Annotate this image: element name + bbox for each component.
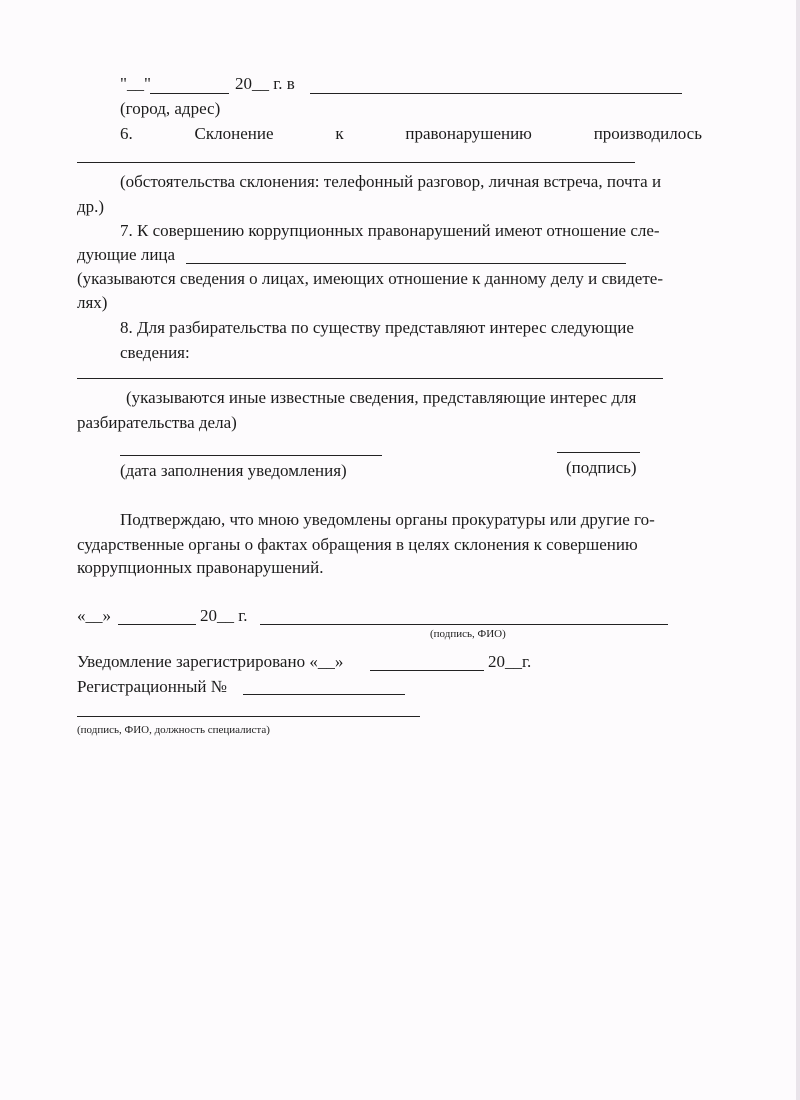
registered-month-blank: [370, 670, 484, 671]
specialist-caption: (подпись, ФИО, должность специалиста): [77, 724, 270, 736]
fill-date-blank: [120, 455, 382, 456]
month-blank: [150, 93, 229, 94]
item-6-number: 6.: [120, 124, 133, 143]
item-6-word-2: к: [335, 124, 344, 143]
item-8-caption-line-1: (указываются иные известные сведения, представляющие интерес для: [126, 388, 637, 407]
item-7-line-2: дующие лица: [77, 245, 176, 264]
city-address-caption: (город, адрес): [120, 99, 221, 118]
signature-caption: (подпись): [566, 458, 637, 477]
registered-year-label: 20__г.: [488, 652, 532, 671]
item-8-blank: [77, 378, 663, 379]
confirmation-line-1: Подтверждаю, что мною уведомлены органы прокуратуры или другие го-: [120, 510, 655, 529]
item-6-word-3: правонарушению: [405, 124, 532, 143]
item-8-line-1: 8. Для разбирательства по существу представляют интерес следующие: [120, 318, 634, 337]
date-prefix: "__": [120, 74, 151, 93]
registered-label: Уведомление зарегистрировано «__»: [77, 652, 344, 671]
confirmation-month-blank: [118, 624, 196, 625]
item-7-line-1: 7. К совершению коррупционных правонарушений имеют отношение сле-: [120, 221, 660, 240]
confirmation-line-3: коррупционных правонарушений.: [77, 558, 324, 577]
item-8-caption-line-2: разбирательства дела): [77, 413, 237, 432]
confirmation-line-2: сударственные органы о фактах обращения в целях склонения к совершению: [77, 535, 638, 554]
item-6-line: [120, 124, 702, 144]
item-6-word-1: Склонение: [194, 124, 274, 143]
confirmation-sign-blank: [260, 624, 668, 625]
item-6-word-4: производилось: [593, 124, 702, 143]
item-7-caption-line-1: (указываются сведения о лицах, имеющих отношение к данному делу и свидете-: [77, 269, 663, 288]
item-8-line-2: сведения:: [120, 343, 190, 362]
confirmation-sign-caption: (подпись, ФИО): [430, 628, 506, 640]
item-7-caption-line-2: лях): [77, 293, 108, 312]
registration-number-blank: [243, 694, 405, 695]
item-6-caption-line-2: др.): [77, 197, 105, 216]
registration-number-label: Регистрационный №: [77, 677, 227, 696]
item-6-caption-line-1: (обстоятельства склонения: телефонный разговор, личная встреча, почта и: [120, 172, 662, 191]
specialist-sign-blank: [77, 716, 420, 717]
year-place-label: 20__ г. в: [235, 74, 295, 93]
item-6-blank: [77, 162, 635, 163]
item-7-blank: [186, 263, 626, 264]
signature-blank: [557, 452, 640, 453]
scan-edge: [796, 0, 800, 1100]
confirmation-year-label: 20__ г.: [200, 606, 248, 625]
confirmation-date-prefix: «__»: [77, 606, 111, 625]
fill-date-caption: (дата заполнения уведомления): [120, 461, 347, 480]
place-blank: [310, 93, 682, 94]
